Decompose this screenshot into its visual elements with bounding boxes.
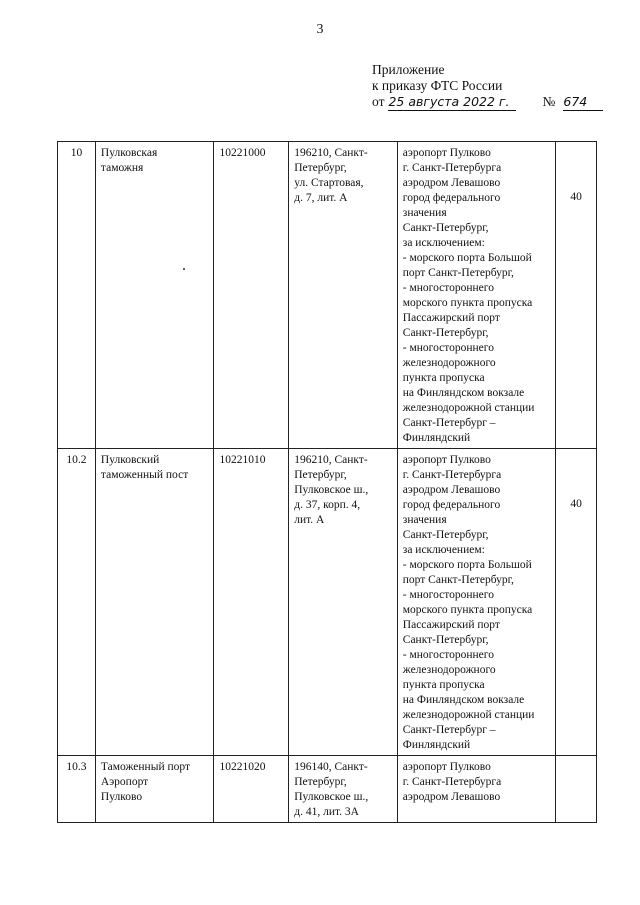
cell-zone — [397, 756, 555, 823]
cell-zone — [397, 142, 555, 449]
zone-line: г. Санкт-Петербурга — [402, 469, 502, 481]
number-prefix: № — [542, 94, 556, 109]
address-line: 196140, Санкт- — [294, 761, 368, 773]
zone-line: железнодорожной станции — [402, 709, 535, 721]
address-line: д. 37, корп. 4, — [294, 499, 361, 511]
zone-line: Санкт-Петербург, — [402, 634, 489, 646]
zone-line: железнодорожного — [402, 664, 496, 676]
address-line: ул. Стартовая, — [294, 177, 364, 189]
cell-name — [95, 756, 214, 823]
zone-line: аэропорт Пулково — [402, 454, 491, 466]
cell-id: 10221000 — [214, 142, 289, 449]
header-title: Приложение — [372, 62, 445, 77]
cell-limit — [556, 142, 597, 449]
order-date: 25 августа 2022 г. — [388, 94, 516, 111]
cell-id: 10221010 — [214, 449, 289, 756]
cell-code: 10 — [58, 142, 96, 449]
cell-limit — [556, 756, 597, 823]
zone-line: аэродром Левашово — [402, 484, 501, 496]
zone-line: Санкт-Петербург, — [402, 222, 489, 234]
zone-line: пункта пропуска — [402, 679, 485, 691]
name-line: таможня — [100, 162, 144, 174]
zone-line: морского пункта пропуска — [402, 297, 533, 309]
address-line: Пулковское ш., — [294, 484, 369, 496]
zone-line: Финляндский — [402, 432, 471, 444]
date-prefix: от — [372, 94, 385, 109]
page-number: 3 — [316, 22, 324, 37]
zone-line: значения — [402, 514, 447, 526]
cell-code: 10.2 — [58, 449, 96, 756]
name-line: Пулковская — [100, 147, 158, 159]
zone-line: - морского порта Большой — [402, 252, 532, 264]
table-row — [58, 449, 597, 756]
zone-line: аэропорт Пулково — [402, 761, 491, 773]
cell-name — [95, 449, 214, 756]
cell-address — [289, 756, 398, 823]
name-line: Аэропорт — [100, 776, 149, 788]
zone-line: Санкт-Петербург, — [402, 529, 489, 541]
zone-line: Пассажирский порт — [402, 312, 500, 324]
zone-line: железнодорожной станции — [402, 402, 535, 414]
zone-line: порт Санкт-Петербург, — [402, 574, 514, 586]
table-row — [58, 142, 597, 449]
name-line: Таможенный порт — [100, 761, 190, 773]
cell-zone — [397, 449, 555, 756]
zone-line: железнодорожного — [402, 357, 496, 369]
zone-line: порт Санкт-Петербург, — [402, 267, 514, 279]
zone-line: морского пункта пропуска — [402, 604, 533, 616]
zone-line: Санкт-Петербург – — [402, 417, 496, 429]
zone-line: - многостороннего — [402, 342, 494, 354]
zone-line: Санкт-Петербург, — [402, 327, 489, 339]
address-line: лит. А — [294, 514, 325, 526]
zone-line: - многостороннего — [402, 589, 494, 601]
zone-line: Пассажирский порт — [402, 619, 500, 631]
address-line: 196210, Санкт- — [294, 147, 368, 159]
customs-table — [57, 141, 597, 823]
cell-address — [289, 449, 398, 756]
zone-line: - морского порта Большой — [402, 559, 532, 571]
address-line: Петербург, — [294, 776, 347, 788]
address-line: 196210, Санкт- — [294, 454, 368, 466]
stray-mark — [183, 268, 185, 270]
zone-line: аэропорт Пулково — [402, 147, 491, 159]
order-number: 674 — [563, 94, 603, 111]
zone-line: на Финляндском вокзале — [402, 694, 525, 706]
zone-line: на Финляндском вокзале — [402, 387, 525, 399]
cell-limit — [556, 449, 597, 756]
cell-code: 10.3 — [58, 756, 96, 823]
name-line: Пулковский — [100, 454, 160, 466]
address-line: д. 41, лит. 3А — [294, 806, 359, 818]
limit-value: 40 — [570, 191, 582, 203]
zone-line: город федерального — [402, 192, 501, 204]
address-line: Петербург, — [294, 469, 347, 481]
header-order-ref: к приказу ФТС России — [372, 78, 503, 93]
zone-line: аэродром Левашово — [402, 177, 501, 189]
zone-line: г. Санкт-Петербурга — [402, 776, 502, 788]
zone-line: значения — [402, 207, 447, 219]
header-date-line — [372, 94, 603, 111]
zone-line: за исключением: — [402, 237, 485, 249]
cell-name — [95, 142, 214, 449]
name-line: Пулково — [100, 791, 143, 803]
cell-address — [289, 142, 398, 449]
address-line: Петербург, — [294, 162, 347, 174]
zone-line: аэродром Левашово — [402, 791, 501, 803]
limit-value: 40 — [570, 498, 582, 510]
zone-line: Санкт-Петербург – — [402, 724, 496, 736]
address-line: Пулковское ш., — [294, 791, 369, 803]
zone-line: - многостороннего — [402, 649, 494, 661]
zone-line: за исключением: — [402, 544, 485, 556]
zone-line: город федерального — [402, 499, 501, 511]
name-line: таможенный пост — [100, 469, 189, 481]
address-line: д. 7, лит. А — [294, 192, 348, 204]
zone-line: Финляндский — [402, 739, 471, 751]
zone-line: пункта пропуска — [402, 372, 485, 384]
document-header — [372, 62, 603, 111]
cell-id: 10221020 — [214, 756, 289, 823]
table-row — [58, 756, 597, 823]
zone-line: г. Санкт-Петербурга — [402, 162, 502, 174]
zone-line: - многостороннего — [402, 282, 494, 294]
